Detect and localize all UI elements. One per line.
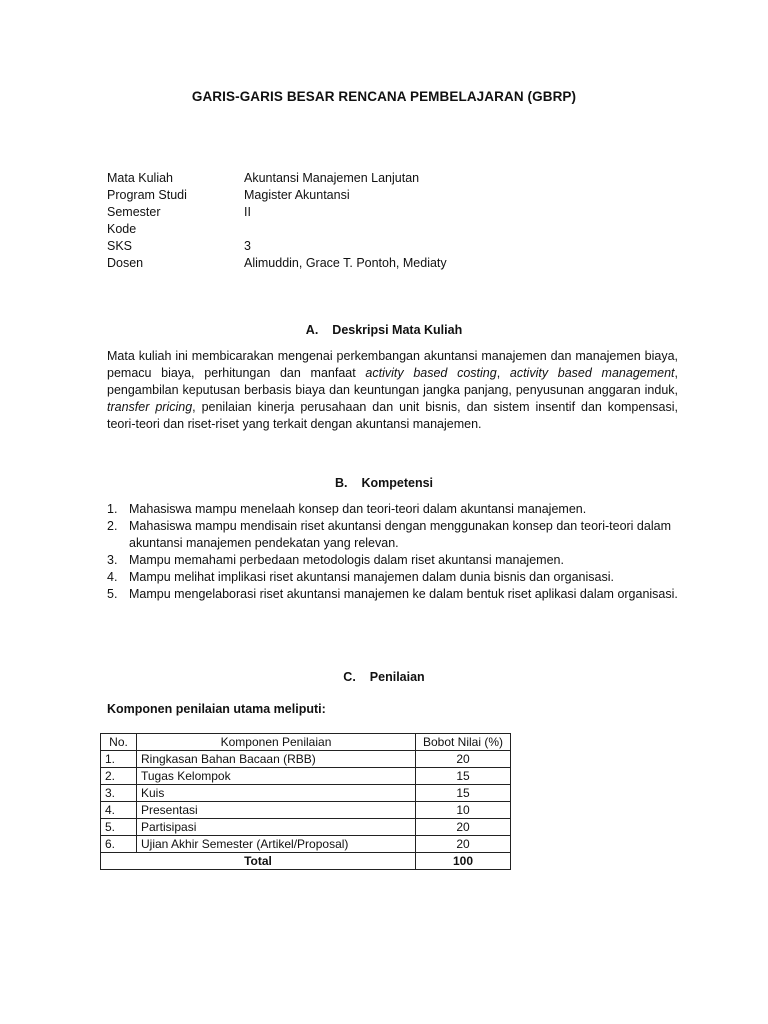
table-total-row	[101, 853, 511, 870]
table-row	[101, 768, 511, 785]
info-row-semester	[107, 204, 447, 221]
info-row-program-studi	[107, 187, 447, 204]
table-row	[101, 785, 511, 802]
info-row-sks	[107, 238, 447, 255]
column-header-no: No.	[101, 734, 137, 751]
cell-bobot: 15	[416, 785, 511, 802]
total-label: Total	[101, 853, 416, 870]
table-row	[101, 802, 511, 819]
cell-komponen: Tugas Kelompok	[137, 768, 416, 785]
info-value: Magister Akuntansi	[244, 188, 350, 202]
info-value: II	[244, 205, 251, 219]
cell-bobot: 15	[416, 768, 511, 785]
description-text: ,	[496, 366, 510, 380]
course-description	[107, 348, 678, 433]
section-title: Kompetensi	[361, 476, 434, 490]
info-label: Dosen	[107, 256, 144, 270]
column-header-komponen: Komponen Penilaian	[137, 734, 416, 751]
assessment-table	[100, 733, 511, 870]
cell-bobot: 20	[416, 836, 511, 853]
section-c-heading	[0, 670, 768, 684]
cell-bobot: 20	[416, 751, 511, 768]
column-header-bobot: Bobot Nilai (%)	[416, 734, 511, 751]
section-a-heading	[0, 323, 768, 337]
info-row-kode	[107, 221, 447, 238]
list-text: Mampu memahami perbedaan metodologis dalam riset akuntansi manajemen.	[129, 553, 564, 567]
info-label: Mata Kuliah	[107, 171, 174, 185]
total-value: 100	[416, 853, 511, 870]
cell-bobot: 20	[416, 819, 511, 836]
cell-no: 3.	[101, 785, 137, 802]
info-label: Program Studi	[107, 188, 187, 202]
list-item	[107, 518, 678, 552]
info-label: Kode	[107, 222, 137, 236]
info-row-dosen	[107, 255, 447, 272]
info-value: 3	[244, 239, 251, 253]
section-letter: B.	[334, 476, 348, 490]
section-title: Penilaian	[369, 670, 425, 684]
list-item	[107, 501, 678, 518]
list-item	[107, 552, 678, 569]
list-number: 2.	[107, 519, 118, 533]
description-text: , pengambilan keputusan berbasis biaya dan keuntungan jangka panjang, penyusunan anggaran induk,	[107, 366, 678, 397]
cell-komponen: Kuis	[137, 785, 416, 802]
section-letter: C.	[343, 670, 356, 684]
cell-komponen: Ujian Akhir Semester (Artikel/Proposal)	[137, 836, 416, 853]
description-term: activity based management	[509, 366, 675, 380]
table-row	[101, 836, 511, 853]
list-text: Mampu melihat implikasi riset akuntansi manajemen dalam dunia bisnis dan organisasi.	[129, 570, 614, 584]
table-row	[101, 819, 511, 836]
info-label: SKS	[107, 239, 133, 253]
section-b-heading	[0, 476, 768, 490]
page-title: GARIS-GARIS BESAR RENCANA PEMBELAJARAN (GBRP)	[191, 89, 577, 104]
cell-no: 1.	[101, 751, 137, 768]
list-text: Mahasiswa mampu menelaah konsep dan teori-teori dalam akuntansi manajemen.	[129, 502, 587, 516]
info-value: Alimuddin, Grace T. Pontoh, Mediaty	[244, 256, 447, 270]
list-text: Mahasiswa mampu mendisain riset akuntansi dengan menggunakan konsep dan teori-teori dalam akuntansi manajemen pendekatan yang relevan.	[129, 519, 671, 550]
cell-no: 4.	[101, 802, 137, 819]
list-text: Mampu mengelaborasi riset akuntansi manajemen ke dalam bentuk riset aplikasi dalam organisasi.	[129, 587, 678, 601]
description-text: Mata kuliah ini membicarakan mengenai perkembangan akuntansi manajemen dan manajemen biaya, pemacu biaya, perhitungan dan manfaat	[107, 349, 678, 380]
list-number: 3.	[107, 553, 118, 567]
table-header-row	[101, 734, 511, 751]
cell-bobot: 10	[416, 802, 511, 819]
list-item	[107, 569, 678, 586]
info-row-mata-kuliah	[107, 170, 447, 187]
cell-komponen: Ringkasan Bahan Bacaan (RBB)	[137, 751, 416, 768]
cell-komponen: Partisipasi	[137, 819, 416, 836]
list-number: 1.	[107, 502, 118, 516]
competency-list	[107, 501, 678, 603]
info-value: Akuntansi Manajemen Lanjutan	[244, 171, 420, 185]
description-term: activity based costing	[365, 366, 497, 380]
section-title: Deskripsi Mata Kuliah	[332, 323, 463, 337]
cell-no: 6.	[101, 836, 137, 853]
list-item	[107, 586, 678, 603]
list-number: 4.	[107, 570, 118, 584]
list-number: 5.	[107, 587, 118, 601]
cell-komponen: Presentasi	[137, 802, 416, 819]
info-label: Semester	[107, 205, 161, 219]
cell-no: 5.	[101, 819, 137, 836]
description-text: , penilaian kinerja perusahaan dan unit bisnis, dan sistem insentif dan kompensasi, teori-teori dan riset-riset yang terkait dengan akuntansi manajemen.	[107, 400, 678, 431]
section-letter: A.	[305, 323, 319, 337]
cell-no: 2.	[101, 768, 137, 785]
assessment-intro: Komponen penilaian utama meliputi:	[107, 702, 326, 716]
description-term: transfer pricing	[107, 400, 193, 414]
table-row	[101, 751, 511, 768]
course-info	[107, 170, 447, 272]
